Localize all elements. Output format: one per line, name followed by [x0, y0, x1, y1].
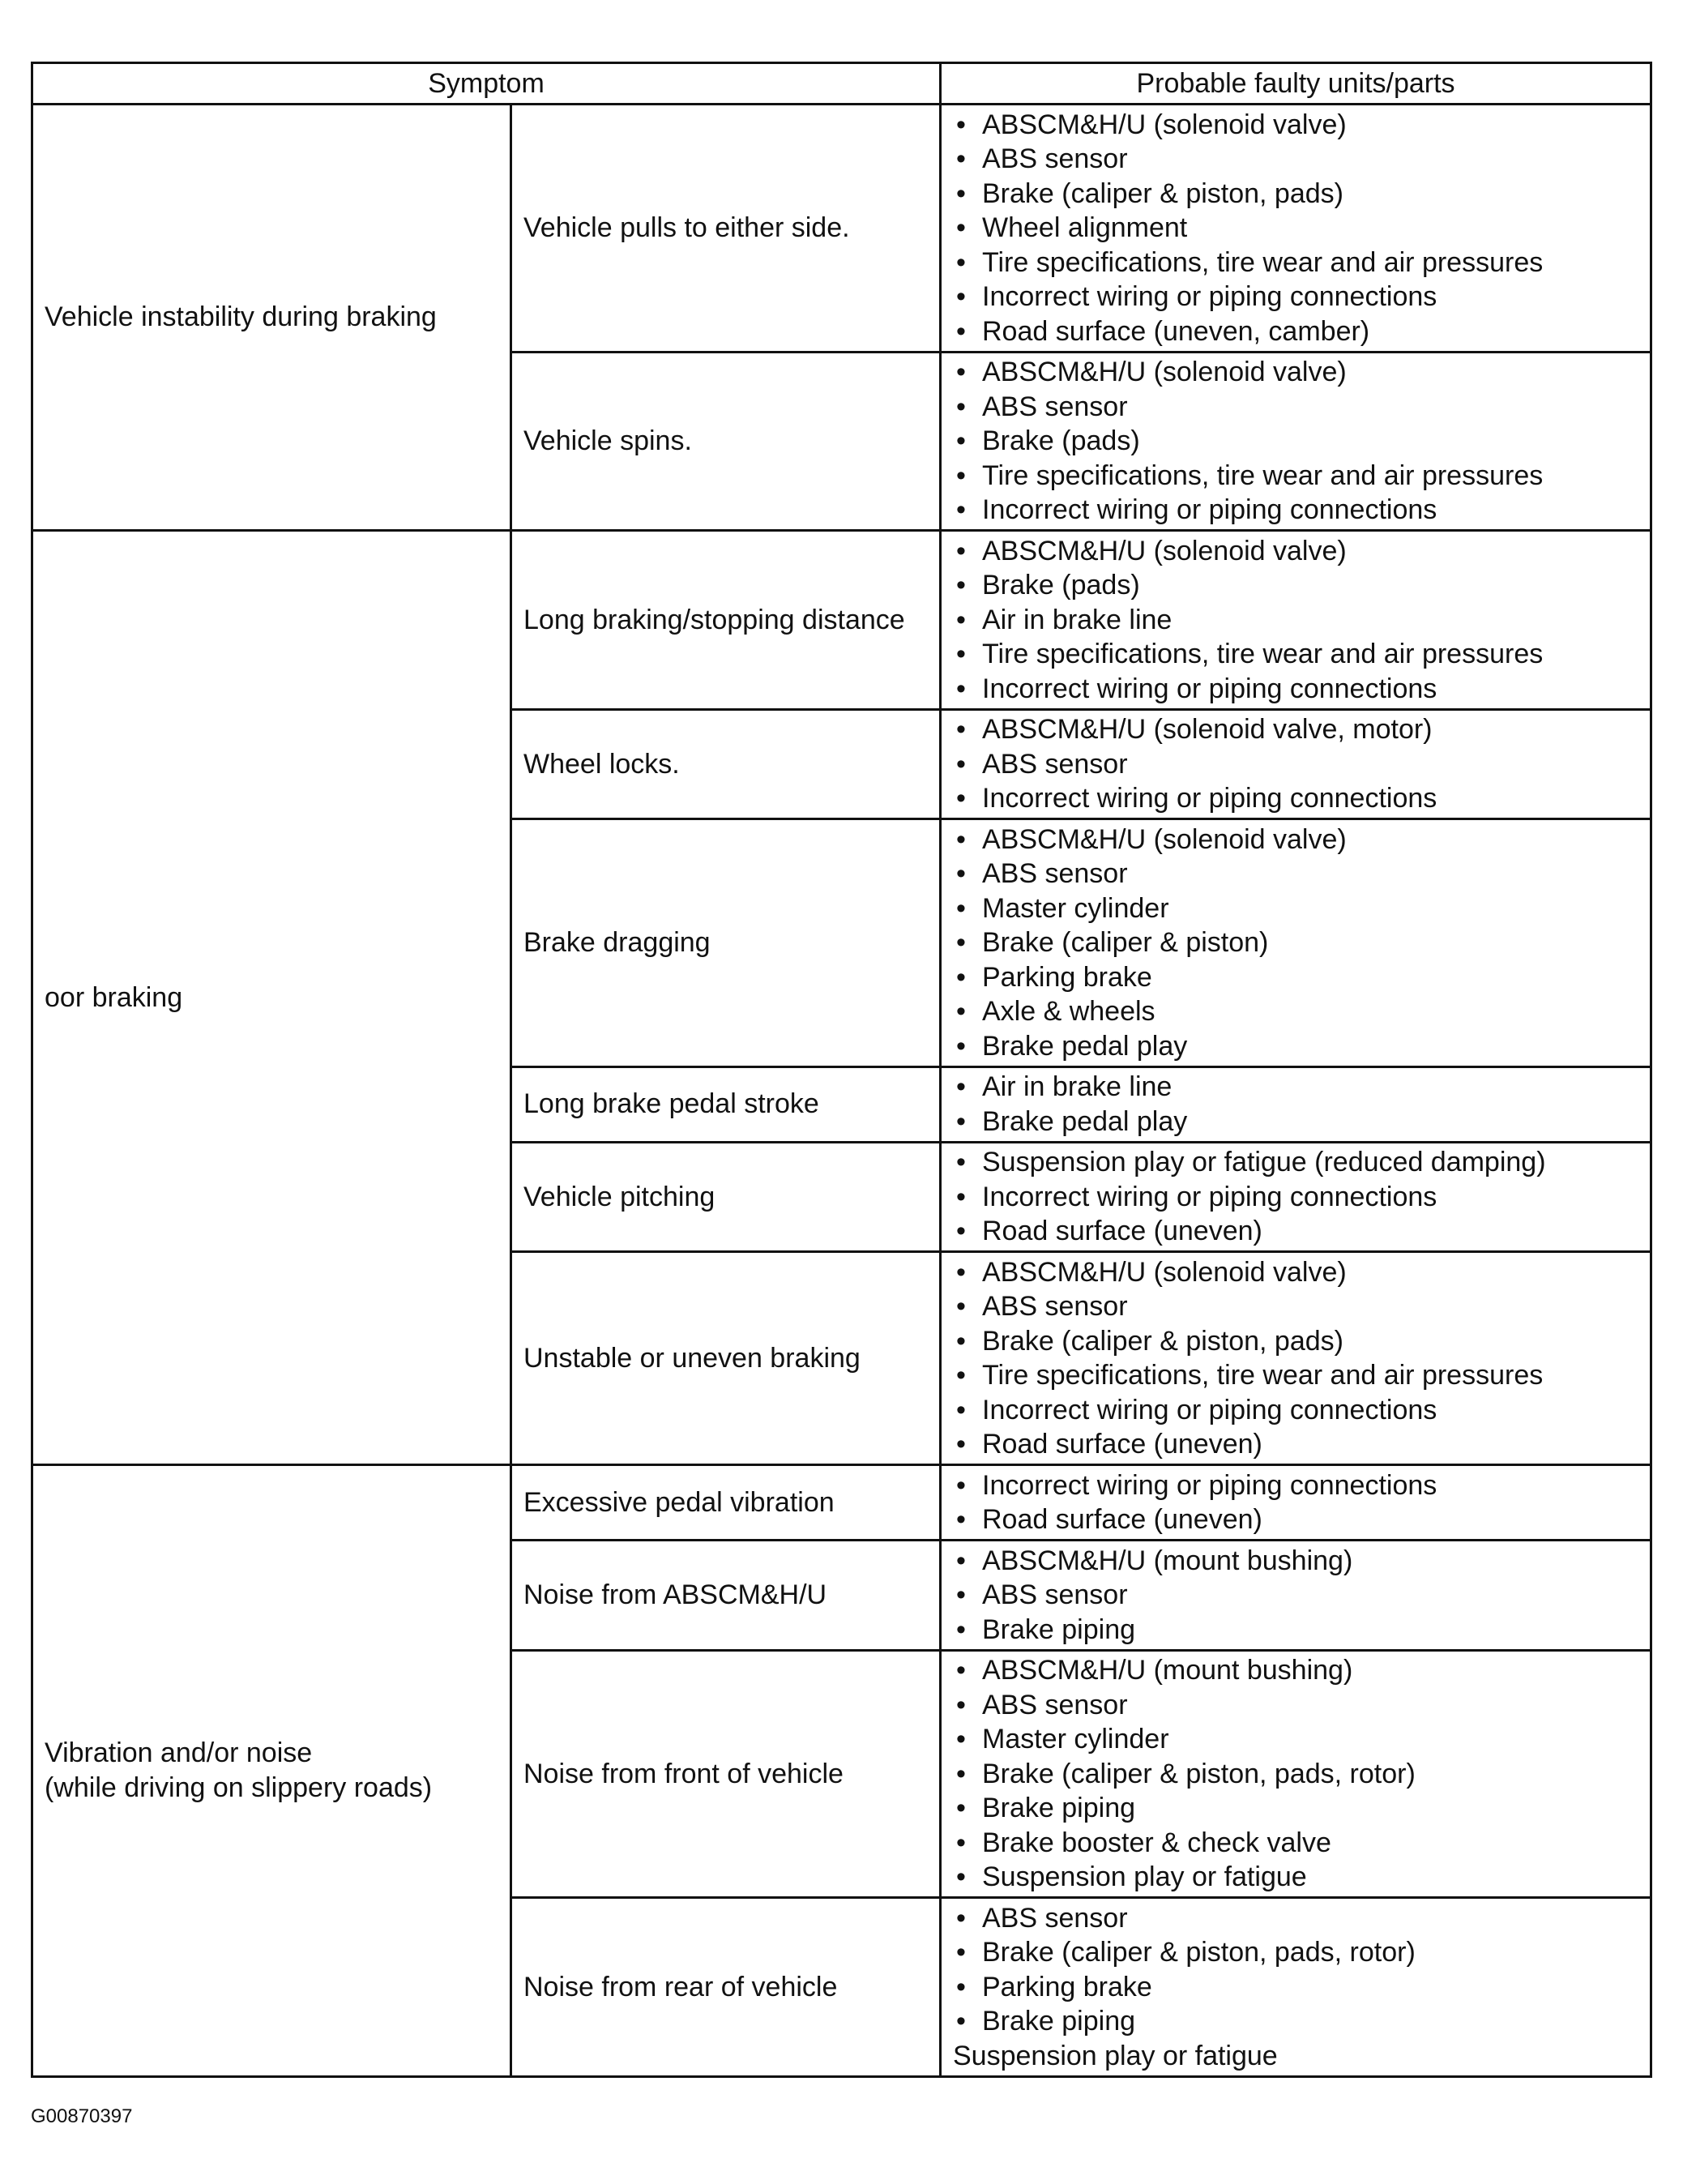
- symptom-cell: Vehicle pitching: [511, 1142, 941, 1252]
- probable-parts-cell: [941, 1541, 1651, 1651]
- list-item: • Air in brake line: [953, 1070, 1650, 1105]
- parts-list: [953, 1544, 1650, 1648]
- symptom-cell: Long braking/stopping distance: [511, 531, 941, 710]
- list-item: • ABS sensor: [953, 857, 1650, 891]
- list-item: • Brake pedal play: [953, 1105, 1650, 1139]
- list-item: • Tire specifications, tire wear and air pressures: [953, 246, 1650, 280]
- list-item: • ABSCM&H/U (solenoid valve): [953, 108, 1650, 143]
- list-item: • Brake (caliper & piston, pads): [953, 177, 1650, 212]
- list-item: • Brake (pads): [953, 568, 1650, 603]
- symptom-cell: Noise from rear of vehicle: [511, 1898, 941, 2077]
- list-item: • Incorrect wiring or piping connections: [953, 493, 1650, 528]
- probable-parts-cell: [941, 531, 1651, 710]
- list-item: Suspension play or fatigue: [953, 2040, 1278, 2071]
- list-item: • Brake (caliper & piston, pads, rotor): [953, 1757, 1650, 1792]
- parts-list: [953, 823, 1650, 1064]
- table-row: [32, 531, 1651, 710]
- symptom-category-label: Vibration and/or noise (while driving on slippery roads): [45, 1737, 433, 1803]
- parts-list: [953, 1145, 1650, 1249]
- figure-code: G00870397: [31, 2105, 133, 2127]
- list-item: • Brake piping: [953, 2004, 1650, 2039]
- symptom-cell: Vehicle pulls to either side.: [511, 105, 941, 353]
- list-item: • Suspension play or fatigue: [953, 1860, 1650, 1895]
- table-body: [32, 105, 1651, 2077]
- probable-parts-cell: [941, 1465, 1651, 1541]
- symptom-cell: Excessive pedal vibration: [511, 1465, 941, 1541]
- list-item: • Brake pedal play: [953, 1029, 1650, 1064]
- list-item: • Brake piping: [953, 1791, 1650, 1826]
- symptom-category-label: oor braking: [45, 981, 183, 1013]
- list-item: • Brake (caliper & piston): [953, 925, 1650, 960]
- list-item: • ABS sensor: [953, 1578, 1650, 1613]
- probable-parts-cell: [941, 105, 1651, 353]
- probable-parts-cell: [941, 352, 1651, 531]
- symptom-cell: Vehicle spins.: [511, 352, 941, 531]
- list-item: • Brake booster & check valve: [953, 1826, 1650, 1861]
- list-item: • Parking brake: [953, 1970, 1650, 2005]
- list-item: • Brake (pads): [953, 424, 1650, 459]
- list-item: • ABS sensor: [953, 1901, 1650, 1936]
- symptom-cell: Noise from front of vehicle: [511, 1650, 941, 1898]
- list-item: • ABSCM&H/U (mount bushing): [953, 1653, 1650, 1688]
- list-item: • Incorrect wiring or piping connections: [953, 1468, 1650, 1503]
- list-item: • Master cylinder: [953, 1722, 1650, 1757]
- parts-list: [953, 534, 1650, 707]
- list-item: • ABS sensor: [953, 1289, 1650, 1324]
- list-item: • Road surface (uneven): [953, 1214, 1650, 1249]
- list-item: • ABS sensor: [953, 390, 1650, 425]
- probable-parts-cell: [941, 1650, 1651, 1898]
- list-item: • Incorrect wiring or piping connections: [953, 1393, 1650, 1428]
- list-item: • ABS sensor: [953, 1688, 1650, 1723]
- symptom-cell: Brake dragging: [511, 819, 941, 1067]
- list-item: • Brake (caliper & piston, pads, rotor): [953, 1935, 1650, 1970]
- parts-list: [953, 1901, 1650, 2074]
- list-item: • Road surface (uneven): [953, 1502, 1650, 1537]
- list-item: • ABS sensor: [953, 747, 1650, 782]
- list-item: • Suspension play or fatigue (reduced damping): [953, 1145, 1650, 1180]
- list-item: • Road surface (uneven): [953, 1427, 1650, 1462]
- list-item: • Brake piping: [953, 1613, 1650, 1648]
- symptom-category-cell: [32, 531, 511, 1465]
- symptom-cell: Noise from ABSCM&H/U: [511, 1541, 941, 1651]
- list-item: • Brake (caliper & piston, pads): [953, 1324, 1650, 1359]
- symptom-category-cell: [32, 1465, 511, 2077]
- list-item: • ABSCM&H/U (solenoid valve, motor): [953, 712, 1650, 747]
- list-item: • Incorrect wiring or piping connections: [953, 280, 1650, 314]
- probable-parts-cell: [941, 1066, 1651, 1142]
- list-item: • Tire specifications, tire wear and air pressures: [953, 459, 1650, 494]
- symptom-cell: Unstable or uneven braking: [511, 1252, 941, 1465]
- parts-list: [953, 108, 1650, 349]
- symptom-table: [31, 62, 1652, 2078]
- parts-column-header: Probable faulty units/parts: [941, 63, 1651, 105]
- list-item: • Incorrect wiring or piping connections: [953, 1180, 1650, 1215]
- parts-list: [953, 1653, 1650, 1895]
- list-item: • Wheel alignment: [953, 211, 1650, 246]
- list-item: • ABSCM&H/U (solenoid valve): [953, 823, 1650, 857]
- table-header-row: [32, 63, 1651, 105]
- probable-parts-cell: [941, 819, 1651, 1067]
- table-row: [32, 105, 1651, 353]
- symptom-category-label: Vehicle instability during braking: [45, 301, 437, 333]
- list-item: • Master cylinder: [953, 891, 1650, 926]
- parts-list: [953, 1070, 1650, 1139]
- list-item: • ABSCM&H/U (solenoid valve): [953, 1255, 1650, 1290]
- list-item: • Axle & wheels: [953, 994, 1650, 1029]
- list-item: • ABS sensor: [953, 142, 1650, 177]
- list-item: • Tire specifications, tire wear and air pressures: [953, 1358, 1650, 1393]
- list-item: • ABSCM&H/U (solenoid valve): [953, 355, 1650, 390]
- list-item: • ABSCM&H/U (mount bushing): [953, 1544, 1650, 1579]
- table-row: [32, 1465, 1651, 1541]
- list-item: • Incorrect wiring or piping connections: [953, 672, 1650, 707]
- symptom-category-cell: [32, 105, 511, 531]
- list-item: • Incorrect wiring or piping connections: [953, 781, 1650, 816]
- list-item: • Tire specifications, tire wear and air pressures: [953, 637, 1650, 672]
- symptom-table-container: [31, 62, 1650, 2078]
- probable-parts-cell: [941, 1252, 1651, 1465]
- symptom-column-header: Symptom: [32, 63, 941, 105]
- probable-parts-cell: [941, 1898, 1651, 2077]
- symptom-cell: Long brake pedal stroke: [511, 1066, 941, 1142]
- parts-list: [953, 355, 1650, 528]
- parts-list: [953, 712, 1650, 816]
- probable-parts-cell: [941, 1142, 1651, 1252]
- probable-parts-cell: [941, 709, 1651, 819]
- list-item: • Road surface (uneven, camber): [953, 314, 1650, 349]
- list-item: • Air in brake line: [953, 603, 1650, 638]
- symptom-cell: Wheel locks.: [511, 709, 941, 819]
- parts-list: [953, 1255, 1650, 1462]
- parts-list: [953, 1468, 1650, 1537]
- list-item: • ABSCM&H/U (solenoid valve): [953, 534, 1650, 569]
- list-item: • Parking brake: [953, 960, 1650, 995]
